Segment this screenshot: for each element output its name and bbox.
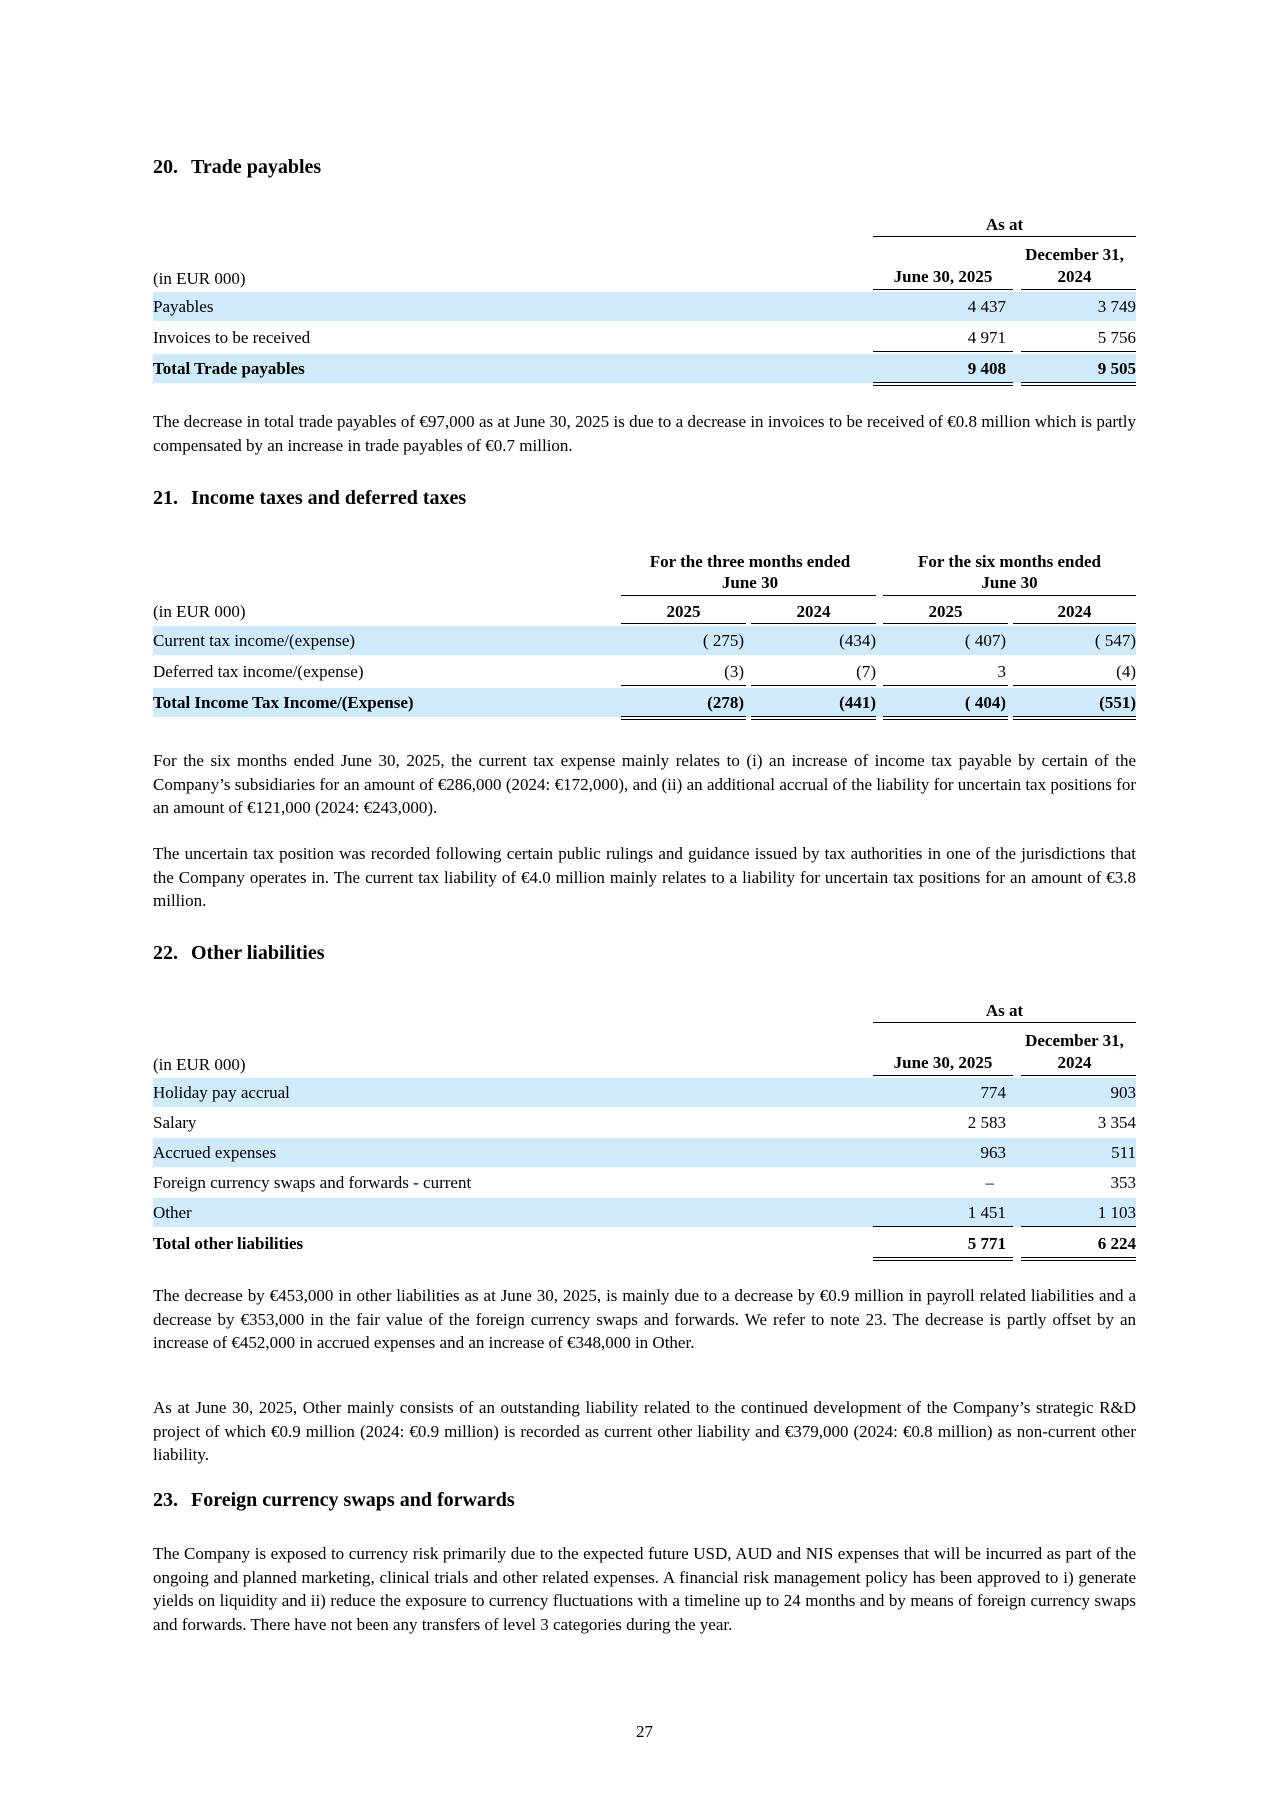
value-2025: 963	[980, 1143, 1006, 1162]
section-number: 21.	[153, 487, 178, 509]
header-rule	[621, 595, 876, 596]
table-row	[153, 292, 1136, 321]
total-double-rule	[1013, 716, 1136, 720]
total-double-rule	[873, 1257, 1013, 1261]
value-q-2024: (7)	[856, 662, 876, 681]
value-h-2025: ( 404)	[964, 693, 1006, 712]
row-label: Total other liabilities	[153, 1234, 304, 1253]
col-year: 2025	[928, 602, 963, 621]
row-label: Holiday pay accrual	[153, 1083, 290, 1102]
value-2024: 6 224	[1097, 1234, 1136, 1253]
as-at-header: As at	[985, 1001, 1024, 1020]
table-row	[153, 323, 1136, 352]
section-number: 20.	[153, 156, 178, 178]
row-label: Accrued expenses	[153, 1143, 277, 1162]
value-h-2024: ( 547)	[1094, 631, 1136, 650]
col-year: 2024	[796, 602, 831, 621]
paragraph: For the six months ended June 30, 2025, the current tax expense mainly relates to (i) an increase of income tax payable by certain of the Company’s subsidiaries for an amount of €286,000 (2024: €172,000), and (ii) an additional accrual of the liability for uncertain tax positions for an amount of €121,000 (2024: €243,000).	[153, 751, 1136, 817]
subtotal-rule	[1013, 685, 1136, 686]
value-2024: 903	[1110, 1083, 1136, 1102]
header-rule	[873, 236, 1136, 237]
total-double-rule	[1021, 1257, 1136, 1261]
table-row-total	[153, 354, 1136, 383]
table-row	[153, 1138, 1136, 1167]
value-q-2024: (441)	[839, 693, 876, 712]
header-rule	[883, 595, 1136, 596]
table-row	[153, 1168, 1136, 1197]
value-h-2024: (4)	[1116, 662, 1136, 681]
table-row-total	[153, 1229, 1136, 1258]
table-row	[153, 657, 1136, 686]
value-2025: 4 437	[967, 297, 1006, 316]
value-2024: 353	[1110, 1173, 1136, 1192]
section-title-text: Foreign currency swaps and forwards	[191, 1489, 515, 1511]
row-label: Invoices to be received	[153, 328, 311, 347]
value-2025: 4 971	[967, 328, 1006, 347]
total-double-rule	[883, 716, 1008, 720]
subtotal-rule	[873, 351, 1013, 352]
col-year: 2024	[1057, 602, 1092, 621]
col-rule	[873, 1075, 1013, 1076]
value-2025: 5 771	[967, 1234, 1006, 1253]
subtotal-rule	[1021, 351, 1136, 352]
value-q-2025: (278)	[707, 693, 744, 712]
section-title-text: Other liabilities	[191, 942, 325, 964]
row-label: Foreign currency swaps and forwards - current	[153, 1173, 472, 1192]
col-rule	[1021, 1075, 1136, 1076]
value-2025: 1 451	[967, 1203, 1006, 1222]
value-q-2025: (3)	[724, 662, 744, 681]
group-six-months-line1: For the six months ended	[918, 552, 1101, 571]
table-row	[153, 626, 1136, 655]
unit-label: (in EUR 000)	[153, 1055, 246, 1074]
value-2024: 511	[1111, 1143, 1136, 1162]
subtotal-rule	[873, 1226, 1013, 1227]
row-label: Salary	[153, 1113, 197, 1132]
value-2025: 774	[980, 1083, 1006, 1102]
col-dec-2024-line1: December 31,	[1025, 245, 1124, 264]
group-three-months-line2: June 30	[721, 573, 779, 592]
total-double-rule	[873, 382, 1013, 386]
col-june-2025: June 30, 2025	[893, 1053, 993, 1072]
unit-label: (in EUR 000)	[153, 269, 246, 288]
paragraph: The uncertain tax position was recorded following certain public rulings and guidance issued by tax authorities in one of the jurisdictions that the Company operates in. The current tax liability of €4.0 million mainly relates to a liability for uncertain tax positions for an amount of €3.8 million.	[153, 844, 1136, 910]
row-label: Total Trade payables	[153, 359, 305, 378]
subtotal-rule	[883, 685, 1008, 686]
section-21-title	[153, 487, 466, 510]
col-june-2025: June 30, 2025	[893, 267, 993, 286]
row-label: Total Income Tax Income/(Expense)	[153, 693, 414, 712]
value-2024: 3 749	[1097, 297, 1136, 316]
unit-label: (in EUR 000)	[153, 602, 246, 621]
subtotal-rule	[621, 685, 746, 686]
table-row	[153, 1078, 1136, 1107]
value-2024: 9 505	[1097, 359, 1136, 378]
value-2024: 5 756	[1097, 328, 1136, 347]
value-h-2025: 3	[997, 662, 1006, 681]
section-number: 22.	[153, 942, 178, 964]
group-three-months-line1: For the three months ended	[649, 552, 851, 571]
value-q-2025: ( 275)	[702, 631, 744, 650]
col-rule	[751, 623, 876, 624]
col-dec-2024-line2: 2024	[1057, 267, 1092, 286]
section-title-text: Income taxes and deferred taxes	[191, 487, 467, 509]
paragraph: The decrease in total trade payables of €97,000 as at June 30, 2025 is due to a decrease in invoices to be received of €0.8 million which is partly compensated by an increase in trade payables of €0.7 million.	[153, 412, 1136, 455]
total-double-rule	[621, 716, 746, 720]
total-double-rule	[1021, 382, 1136, 386]
col-rule	[873, 289, 1013, 290]
col-rule	[621, 623, 746, 624]
col-rule	[1021, 289, 1136, 290]
row-label: Payables	[153, 297, 214, 316]
subtotal-rule	[1021, 1226, 1136, 1227]
paragraph: The Company is exposed to currency risk primarily due to the expected future USD, AUD and NIS expenses that will be incurred as part of the ongoing and planned marketing, clinical trials and other related expenses. A financial risk management policy has been approved to i) generate yields on liquidity and ii) reduce the exposure to currency fluctuations with a timeline up to 24 months and by means of foreign currency swaps and forwards. There have not been any transfers of level 3 categories during the year.	[153, 1544, 1136, 1634]
section-23-title	[153, 1489, 515, 1512]
value-2025: 9 408	[967, 359, 1006, 378]
header-rule	[873, 1022, 1136, 1023]
section-20-title	[153, 156, 321, 179]
col-dec-2024-line2: 2024	[1057, 1053, 1092, 1072]
row-label: Current tax income/(expense)	[153, 631, 356, 650]
value-q-2024: (434)	[839, 631, 876, 650]
group-six-months-line2: June 30	[981, 573, 1038, 592]
value-2024: 1 103	[1097, 1203, 1136, 1222]
table-row-total	[153, 688, 1136, 717]
section-number: 23.	[153, 1489, 178, 1511]
paragraph: As at June 30, 2025, Other mainly consists of an outstanding liability related to the continued development of the Company’s strategic R&D project of which €0.9 million (2024: €0.9 million) is recorded as current other liability and €379,000 (2024: €0.8 million) as non-current other liability.	[153, 1398, 1136, 1464]
table-row	[153, 1198, 1136, 1227]
value-h-2024: (551)	[1099, 693, 1136, 712]
value-2025: –	[985, 1173, 994, 1192]
total-double-rule	[751, 716, 876, 720]
value-2024: 3 354	[1097, 1113, 1136, 1132]
col-dec-2024-line1: December 31,	[1025, 1031, 1124, 1050]
row-label: Deferred tax income/(expense)	[153, 662, 364, 681]
col-rule	[1013, 623, 1136, 624]
paragraph: The decrease by €453,000 in other liabilities as at June 30, 2025, is mainly due to a decrease by €0.9 million in payroll related liabilities and a decrease by €353,000 in the fair value of the foreign currency swaps and forwards. We refer to note 23. The decrease is partly offset by an increase of €452,000 in accrued expenses and an increase of €348,000 in Other.	[153, 1286, 1136, 1352]
subtotal-rule	[751, 685, 876, 686]
section-title-text: Trade payables	[191, 156, 322, 178]
as-at-header: As at	[985, 215, 1024, 234]
col-rule	[883, 623, 1008, 624]
row-label: Other	[153, 1203, 192, 1222]
col-year: 2025	[666, 602, 701, 621]
table-row	[153, 1108, 1136, 1137]
section-22-title	[153, 942, 325, 965]
page-number: 27	[636, 1722, 653, 1741]
value-h-2025: ( 407)	[964, 631, 1006, 650]
value-2025: 2 583	[967, 1113, 1006, 1132]
